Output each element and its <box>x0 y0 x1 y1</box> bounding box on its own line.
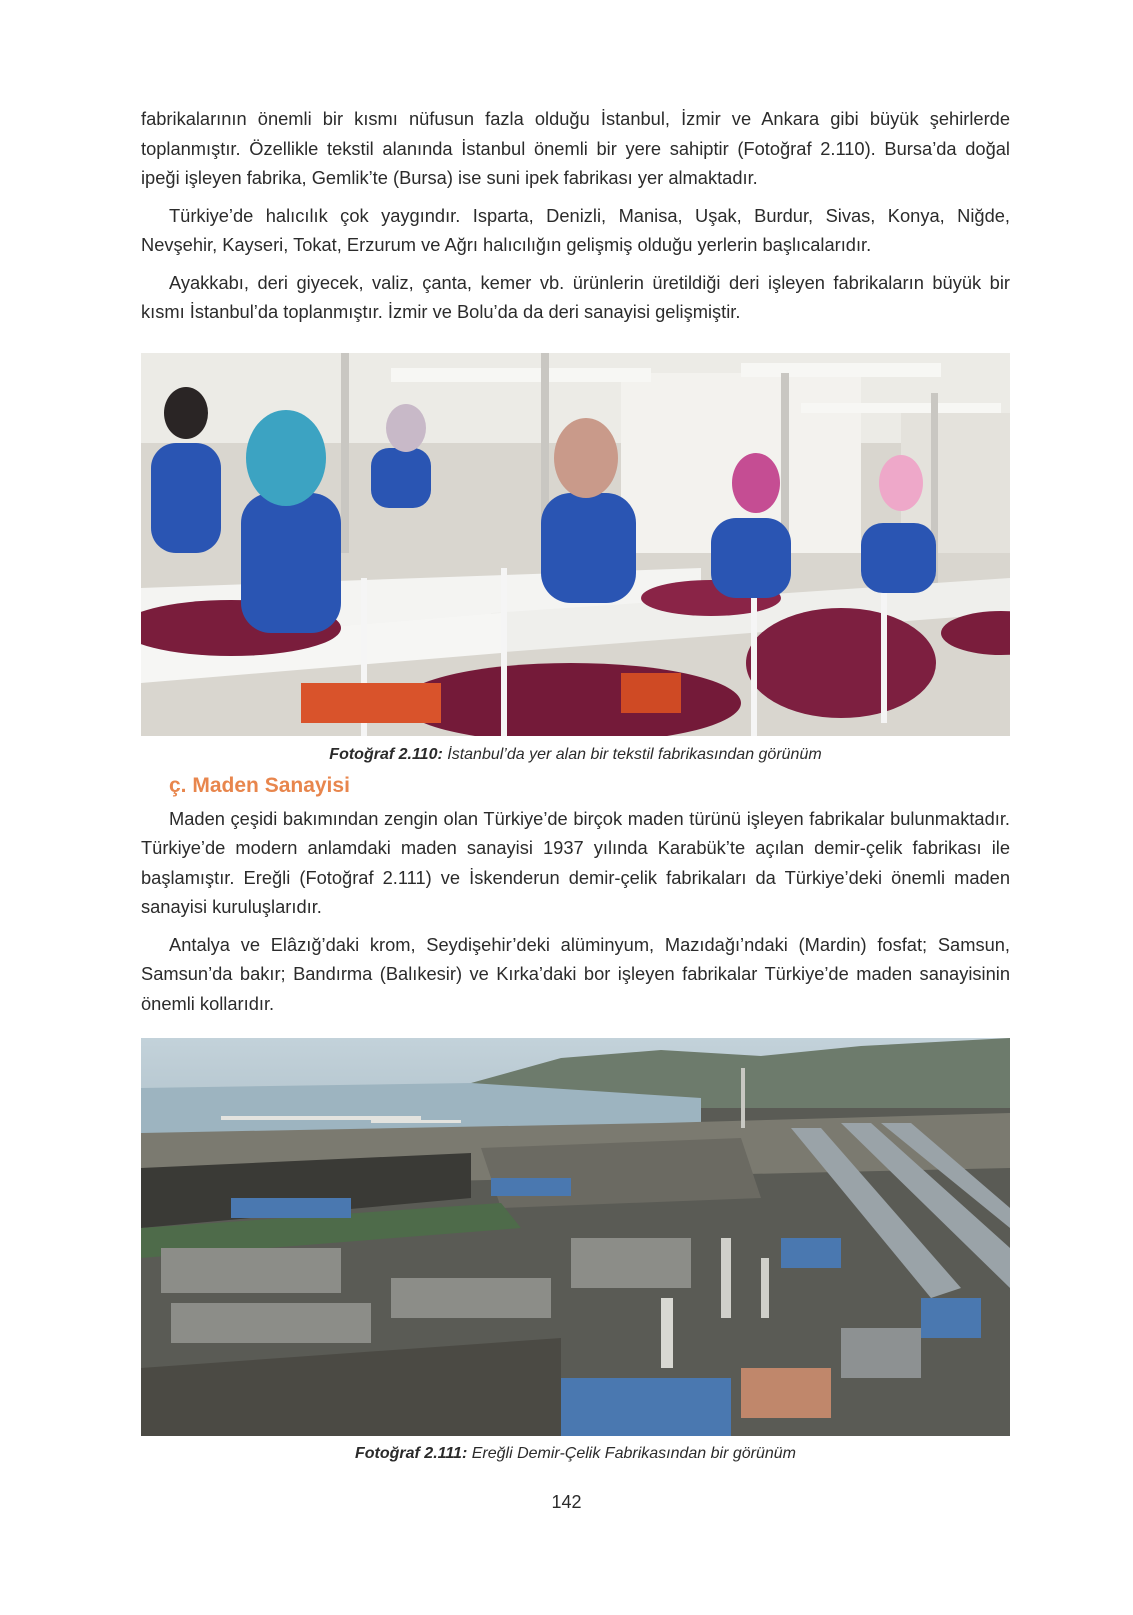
paragraph-leather-industry: Ayakkabı, deri giyecek, valiz, çanta, kemer vb. ürünlerin üretildiği deri işleyen fabrikaların büyük bir kısmı İstanbul’da toplanmıştır. İzmir ve Bolu’da da deri sanayisi gelişmiştir. <box>141 271 1010 322</box>
page-number: 142 <box>551 1492 582 1512</box>
figure-caption-text: İstanbul’da yer alan bir tekstil fabrikasından görünüm <box>447 745 822 763</box>
steel-plant-illustration <box>141 1038 1010 1436</box>
paragraph-carpet-weaving: Türkiye’de halıcılık çok yaygındır. Isparta, Denizli, Manisa, Uşak, Burdur, Sivas, Konya, Niğde, Nevşehir, Kayseri, Tokat, Erzurum ve Ağrı halıcılığın gelişmiş olduğu yerlerin başlıcalarıdır. <box>141 204 1010 255</box>
textile-factory-photo <box>141 353 1010 736</box>
steel-plant-photo <box>141 1038 1010 1436</box>
figure-caption-textile <box>141 746 1010 764</box>
page-content <box>141 104 1010 1463</box>
figure-caption-steel <box>141 1445 1010 1463</box>
paragraph-mining-industry: Maden çeşidi bakımından zengin olan Türkiye’de birçok maden türünü işleyen fabrikalar bulunmaktadır. Türkiye’de modern anlamdaki maden sanayisi 1937 yılında Karabük’te açılan demir-çelik fabrikası ile başlamıştır. Ereğli (Fotoğraf 2.111) ve İskenderun demir-çelik fabrikaları da Türkiye’deki önemli maden sanayisi kuruluşlarıdır. <box>141 807 1010 917</box>
figure-label: Fotoğraf 2.110: <box>329 745 443 763</box>
textile-factory-illustration <box>141 353 1010 736</box>
section-heading: ç. Maden Sanayisi <box>169 773 350 797</box>
figure-label: Fotoğraf 2.111: <box>354 1445 468 1462</box>
figure-caption-text: Ereğli Demir-Çelik Fabrikasından bir görünüm <box>471 1445 797 1462</box>
paragraph-mining-branches: Antalya ve Elâzığ’daki krom, Seydişehir’deki alüminyum, Mazıdağı’ndaki (Mardin) fosfat; Samsun, Samsun’da bakır; Bandırma (Balıkesir) ve Kırka’daki bor işleyen fabrikalar Türkiye’de maden sanayisinin önemli kollarıdır. <box>141 933 1010 1014</box>
paragraph-textile-cities: fabrikalarının önemli bir kısmı nüfusun fazla olduğu İstanbul, İzmir ve Ankara gibi büyük şehirlerde toplanmıştır. Özellikle tekstil alanında İstanbul önemli bir yere sahiptir (Fotoğraf 2.110). Bursa’da doğal ipeği işleyen fabrika, Gemlik’te (Bursa) ise suni ipek fabrikası yer almaktadır. <box>141 108 1010 188</box>
